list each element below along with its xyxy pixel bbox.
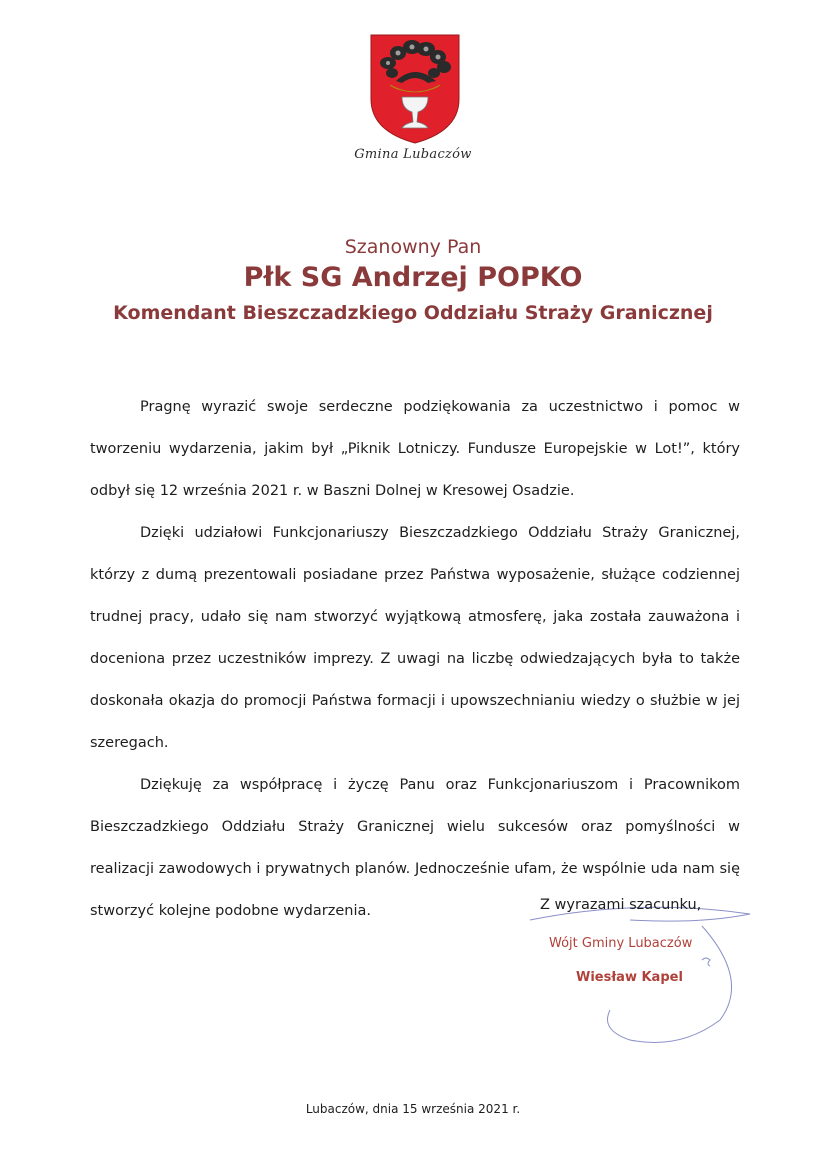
closing-phrase: Z wyrazami szacunku, — [540, 897, 702, 913]
recipient-name: Płk SG Andrzej POPKO — [243, 262, 583, 293]
gmina-name: Gmina Lubaczów — [354, 147, 472, 162]
paragraph: Dzięki udziałowi Funkcjonariuszy Bieszczadzkiego Oddziału Straży Granicznej, którzy z dumą prezentowali posiadane przez Państwa wyposażenie, służące codziennej trudnej pracy, udało się nam stworzyć wyjątkową atmosferę, jaka została zauważona i doceniona przez uczestników imprezy. Z uwagi na liczbę odwiedzających była to także doskonała okazja do promocji Państwa formacji i upowszechnianiu wiedzy o służbie w jej szeregach. — [90, 525, 740, 751]
date-line: Lubaczów, dnia 15 września 2021 r. — [305, 1102, 521, 1116]
coat-of-arms-icon — [368, 33, 462, 145]
signatory-title: Wójt Gminy Lubaczów — [549, 936, 693, 951]
letter-body — [90, 386, 740, 932]
paragraph: Dziękuję za współpracę i życzę Panu oraz Funkcjonariuszom i Pracownikom Bieszczadzkiego Oddziału Straży Granicznej wielu sukcesów oraz pomyślności w realizacji zawodowych i prywatnych planów. Jednocześnie ufam, że wspólnie uda nam się stworzyć kolejne podobne wydarzenia. — [90, 777, 740, 919]
signatory-name: Wiesław Kapel — [576, 970, 683, 985]
salutation: Szanowny Pan — [344, 236, 482, 258]
paragraph: Pragnę wyrazić swoje serdeczne podziękowania za uczestnictwo i pomoc w tworzeniu wydarzenia, jakim był „Piknik Lotniczy. Fundusze Europejskie w Lot!”, który odbył się 12 września 2021 r. w Baszni Dolnej w Kresowej Osadzie. — [90, 399, 740, 499]
recipient-title: Komendant Bieszczadzkiego Oddziału Straży Granicznej — [113, 302, 713, 324]
